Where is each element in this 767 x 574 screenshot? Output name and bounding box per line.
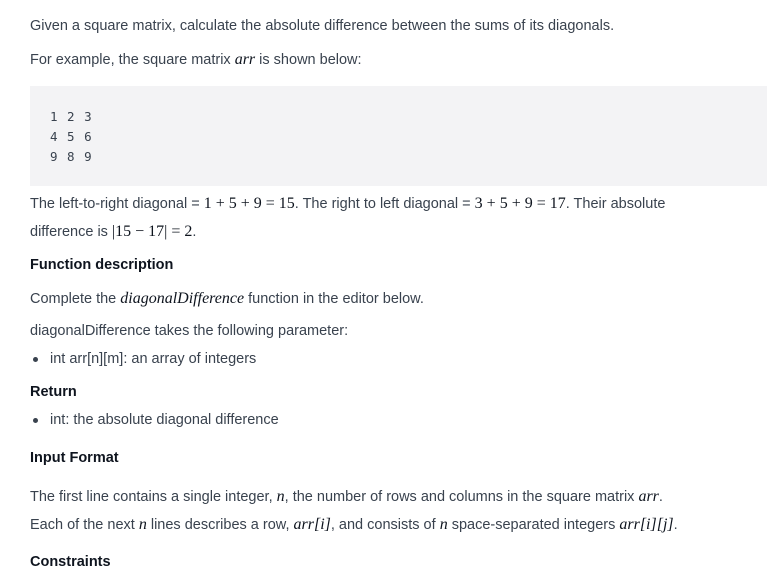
diag-tail: . Their absolute [565,196,666,212]
diag-line2-expr: |15 − 17| = 2 [111,223,193,240]
example-suffix: is shown below: [255,52,362,68]
text-span: lines describes a row, [146,517,294,533]
arr-var: arr [234,51,256,68]
input-format-line-1 [30,488,663,506]
diag-lr-expr: 1 + 5 + 9 = 15 [203,195,295,212]
diag-rl-text: . The right to left diagonal = [294,196,475,212]
parameter-item: int arr[n][m]: an array of integers [50,351,257,367]
matrix-row: 4 5 6 [50,129,93,144]
fn-name: diagonalDifference [120,290,245,307]
input-format-line-2 [30,516,678,534]
diag-line2-text: difference is [30,224,112,240]
fn-prefix: Complete the [30,291,121,307]
var-n: n [439,516,448,533]
bullet-dot [33,357,38,362]
text-span: Each of the next [30,517,139,533]
example-prefix: For example, the square matrix [30,52,235,68]
text-span: , the number of rows and columns in the square matrix [284,489,639,505]
matrix-row: 1 2 3 [50,109,93,124]
diagonal-line-1 [30,195,665,213]
fn-suffix: function in the editor below. [244,291,424,307]
return-item: int: the absolute diagonal difference [50,412,279,428]
text-span: . [673,517,678,533]
text-span: The first line contains a single integer, [30,489,277,505]
var-arr-ij: arr[i][j] [619,516,674,533]
text-span: . [658,489,663,505]
matrix-row: 9 8 9 [50,149,93,164]
text-span: , and consists of [330,517,440,533]
example-line [30,51,362,69]
text-span: space-separated integers [447,517,620,533]
diag-lr-text: The left-to-right diagonal = [30,196,204,212]
diag-rl-expr: 3 + 5 + 9 = 17 [474,195,566,212]
function-description-heading: Function description [30,257,174,273]
input-format-heading: Input Format [30,450,119,466]
parameter-intro: diagonalDifference takes the following parameter: [30,323,349,339]
diagonal-line-2 [30,223,196,241]
var-n: n [138,516,147,533]
return-heading: Return [30,384,77,400]
intro-text: Given a square matrix, calculate the absolute difference between the sums of its diagonals. [30,18,615,34]
bullet-dot [33,418,38,423]
var-n: n [276,488,285,505]
var-arr-i: arr[i] [293,516,331,533]
matrix-code-block [30,86,767,186]
var-arr: arr [638,488,659,505]
diag-line2-end: . [192,224,197,240]
constraints-heading: Constraints [30,554,111,570]
function-description-text [30,290,424,308]
